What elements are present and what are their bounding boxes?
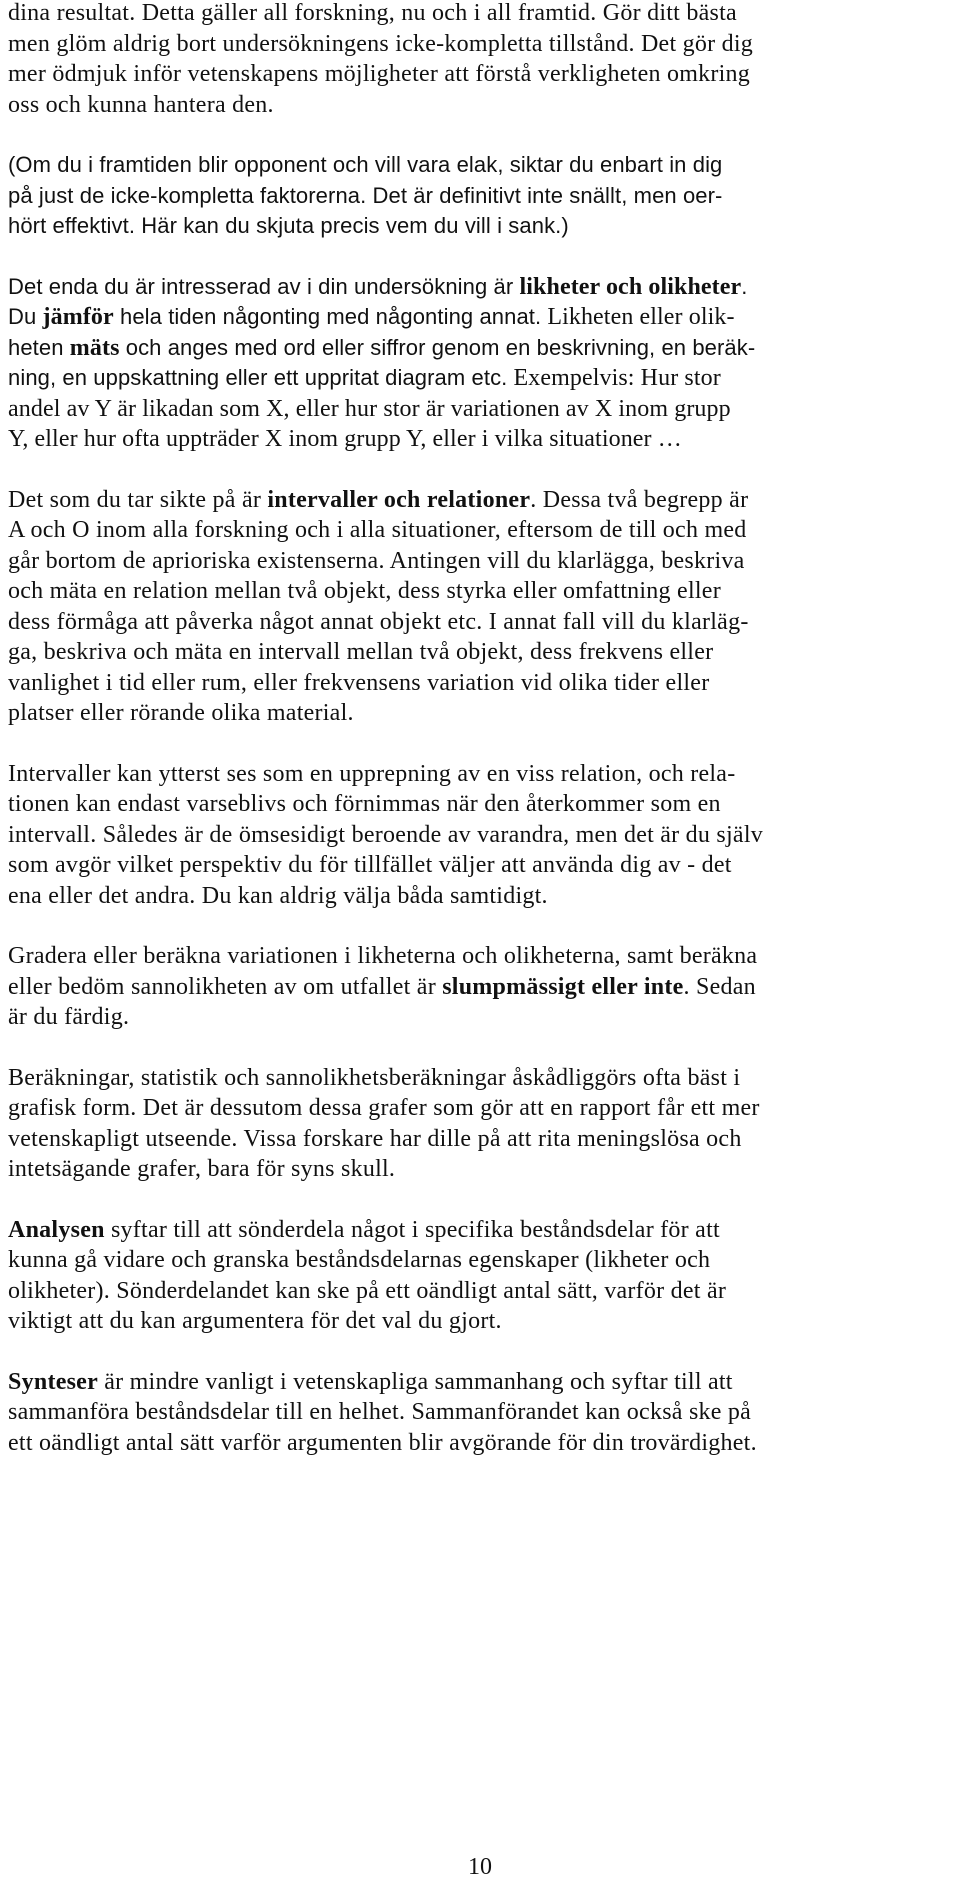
- bold-term: Analysen: [8, 1216, 105, 1243]
- text-line: sammanföra beståndsdelar till en helhet. Sammanförandet kan också ske på: [8, 1399, 752, 1425]
- text-segment: ning, en uppskattning eller ett uppritat diagram etc.: [8, 365, 508, 390]
- text-segment: Du: [8, 304, 43, 329]
- text-line: Beräkningar, statistik och sannolikhetsberäkningar åskådliggörs ofta bäst i: [8, 1064, 741, 1091]
- text-segment: Likheten eller olik-: [541, 304, 735, 330]
- text-line: olikheter). Sönderdelandet kan ske på ett oändligt antal sätt, varför det är: [8, 1277, 727, 1304]
- paragraph-spacer: [8, 1185, 956, 1215]
- text-line: men glöm aldrig bort undersökningens icke-kompletta tillstånd. Det gör dig: [8, 30, 754, 57]
- paragraph-spacer: [8, 729, 956, 759]
- text-line: viktigt att du kan argumentera för det val du gjort.: [8, 1308, 502, 1334]
- paragraph-7: [8, 1063, 956, 1185]
- text-line: ga, beskriva och mäta en intervall mellan två objekt, dess frekvens eller: [8, 639, 714, 665]
- text-line: intervall. Således är de ömsesidigt beroende av varandra, men det är du själv: [8, 821, 763, 848]
- text-line: ena eller det andra. Du kan aldrig välja båda samtidigt.: [8, 882, 548, 909]
- text-segment: .: [741, 273, 748, 299]
- text-line: på just de icke-kompletta faktorerna. Det är definitivt inte snällt, men oer-: [8, 182, 723, 208]
- text-line: dina resultat. Detta gäller all forskning, nu och i all framtid. Gör ditt bästa: [8, 0, 737, 26]
- text-line: tionen kan endast varseblivs och förnimmas när den återkommer som en: [8, 791, 721, 817]
- bold-term: Synteser: [8, 1368, 98, 1395]
- text-line: oss och kunna hantera den.: [8, 91, 274, 118]
- text-line: dess förmåga att påverka något annat objekt etc. I annat fall vill du klarläg-: [8, 608, 749, 635]
- text-segment: syftar till att sönderdela något i specifika beståndsdelar för att: [104, 1216, 720, 1243]
- paragraph-spacer: [8, 1033, 956, 1063]
- text-line: A och O inom alla forskning och i alla situationer, eftersom de till och med: [8, 517, 747, 543]
- text-line: Gradera eller beräkna variationen i likheterna och olikheterna, samt beräkna: [8, 943, 758, 969]
- text-line: grafisk form. Det är dessutom dessa grafer som gör att en rapport får ett mer: [8, 1095, 760, 1121]
- text-line: (Om du i framtiden blir opponent och vill vara elak, siktar du enbart in dig: [8, 152, 723, 177]
- text-segment: hela tiden någonting med någonting annat.: [113, 304, 542, 329]
- text-segment: Exempelvis: Hur stor: [507, 365, 721, 391]
- page-number: 10: [468, 1854, 492, 1880]
- text-segment: eller bedöm sannolikheten av om utfallet är: [8, 973, 443, 1000]
- text-line: mer ödmjuk inför vetenskapens möjligheter att förstå verkligheten omkring: [8, 61, 751, 87]
- document-page: [8, 0, 956, 1458]
- text-line: hört effektivt. Här kan du skjuta precis vem du vill i sank.): [8, 213, 569, 238]
- paragraph-3: [8, 272, 956, 455]
- text-line: vanlighet i tid eller rum, eller frekvensens variation vid olika tider eller: [8, 669, 710, 696]
- paragraph-spacer: [8, 911, 956, 941]
- text-line: och mäta en relation mellan två objekt, dess styrka eller omfattning eller: [8, 578, 721, 604]
- text-line: andel av Y är likadan som X, eller hur stor är variationen av X inom grupp: [8, 395, 731, 422]
- paragraph-8: [8, 1215, 956, 1337]
- text-line: vetenskapligt utseende. Vissa forskare har dille på att rita meningslösa och: [8, 1125, 742, 1152]
- paragraph-5: [8, 759, 956, 912]
- text-segment: heten: [8, 334, 70, 360]
- text-line: platser eller rörande olika material.: [8, 700, 354, 726]
- text-segment: är mindre vanligt i vetenskapliga sammanhang och syftar till att: [97, 1368, 733, 1395]
- bold-term: intervaller och relationer: [267, 486, 531, 513]
- paragraph-1: [8, 0, 956, 120]
- text-segment: och anges med ord eller siffror genom en beskrivning, en beräk-: [119, 334, 756, 360]
- paragraph-spacer: [8, 455, 956, 485]
- text-line: är du färdig.: [8, 1004, 130, 1030]
- text-segment: Det enda du är intresserad av i din undersökning är: [8, 273, 520, 299]
- text-line: Y, eller hur ofta uppträder X inom grupp Y, eller i vilka situationer …: [8, 426, 682, 452]
- paragraph-spacer: [8, 120, 956, 150]
- bold-term: slumpmässigt eller inte: [442, 973, 684, 1000]
- bold-term: likheter och olikheter: [519, 273, 742, 300]
- text-line: som avgör vilket perspektiv du för tillfället väljer att använda dig av - det: [8, 852, 732, 878]
- paragraph-2: [8, 150, 956, 242]
- paragraph-4: [8, 485, 956, 729]
- text-segment: . Sedan: [683, 973, 756, 1000]
- text-line: kunna gå vidare och granska beståndsdelarnas egenskaper (likheter och: [8, 1247, 711, 1273]
- text-segment: Det som du tar sikte på är: [8, 486, 268, 513]
- paragraph-6: [8, 941, 956, 1033]
- paragraph-spacer: [8, 1337, 956, 1367]
- bold-term: mäts: [69, 334, 120, 361]
- text-line: Intervaller kan ytterst ses som en upprepning av en viss relation, och rela-: [8, 760, 736, 787]
- text-segment: . Dessa två begrepp är: [530, 486, 749, 513]
- paragraph-spacer: [8, 242, 956, 272]
- paragraph-9: [8, 1367, 956, 1459]
- text-line: ett oändligt antal sätt varför argumenten blir avgörande för din trovärdighet.: [8, 1429, 757, 1456]
- text-line: går bortom de aprioriska existenserna. Antingen vill du klarlägga, beskriva: [8, 547, 745, 574]
- text-line: intetsägande grafer, bara för syns skull.: [8, 1156, 396, 1182]
- bold-term: jämför: [42, 304, 114, 330]
